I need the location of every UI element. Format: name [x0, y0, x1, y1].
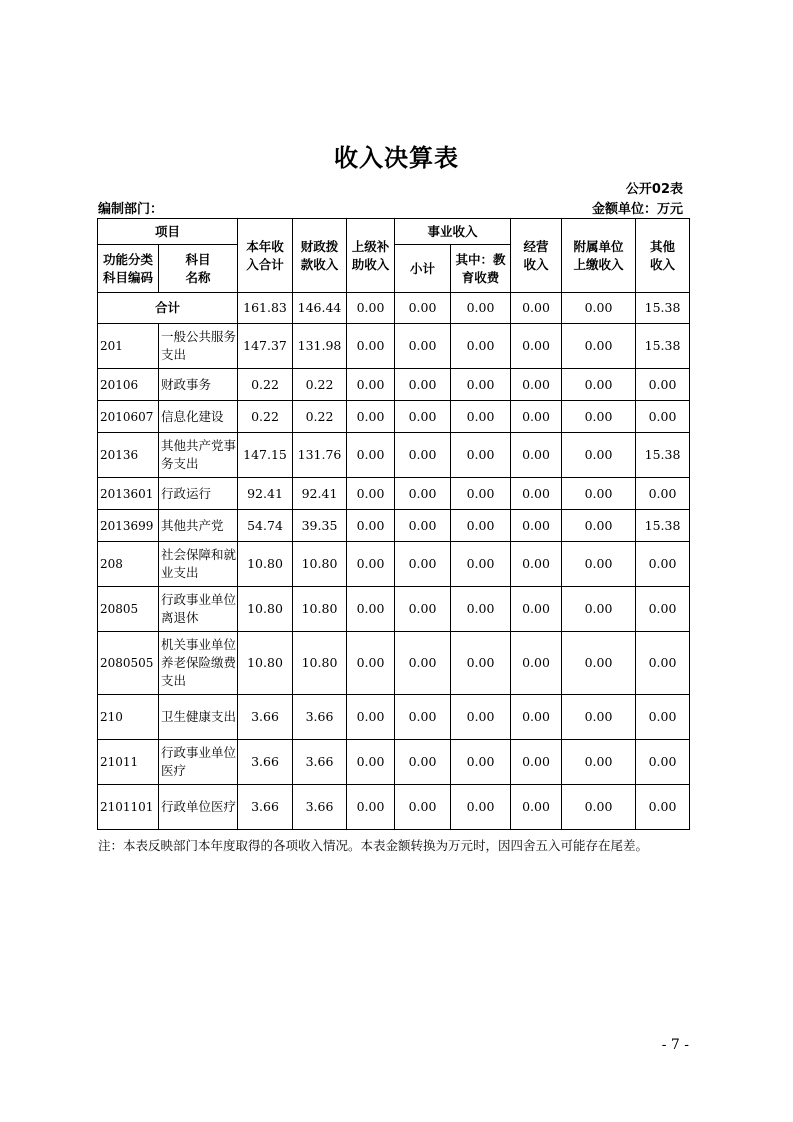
- table-row: [98, 510, 690, 542]
- row-value: 0.00: [562, 369, 636, 401]
- page-number: - 7 -: [661, 1037, 689, 1053]
- row-value: 0.00: [451, 740, 511, 785]
- row-value: 0.00: [451, 478, 511, 510]
- row-value: 0.22: [293, 401, 347, 433]
- row-value: 0.00: [636, 401, 690, 433]
- row-name: 行政事业单位医疗: [159, 740, 238, 785]
- row-value: 92.41: [293, 478, 347, 510]
- row-value: 0.00: [347, 369, 395, 401]
- row-value: 0.00: [511, 324, 562, 369]
- row-value: 10.80: [238, 632, 293, 695]
- row-value: 0.00: [562, 433, 636, 478]
- row-code: 208: [98, 542, 159, 587]
- row-value: 0.00: [395, 695, 451, 740]
- table-row: [98, 785, 690, 830]
- row-value: 0.00: [451, 324, 511, 369]
- row-name: 一般公共服务支出: [159, 324, 238, 369]
- header-func-code: 功能分类 科目编码: [98, 245, 159, 293]
- total-label: 合计: [98, 293, 238, 324]
- row-value: 0.00: [636, 542, 690, 587]
- row-name: 社会保障和就业支出: [159, 542, 238, 587]
- row-name: 其他共产党: [159, 510, 238, 542]
- table-body: [98, 293, 690, 830]
- row-value: 0.00: [636, 785, 690, 830]
- row-value: 0.00: [451, 401, 511, 433]
- row-value: 0.00: [347, 478, 395, 510]
- row-value: 0.00: [347, 587, 395, 632]
- header-affiliated: 附属单位 上缴收入: [562, 219, 636, 293]
- header-project: 项目: [98, 219, 238, 245]
- row-name: 其他共产党事务支出: [159, 433, 238, 478]
- row-value: 0.00: [347, 542, 395, 587]
- row-value: 0.00: [562, 587, 636, 632]
- row-value: 0.00: [511, 587, 562, 632]
- row-value: 0.00: [395, 785, 451, 830]
- row-code: 2101101: [98, 785, 159, 830]
- row-code: 2013699: [98, 510, 159, 542]
- table-row: [98, 369, 690, 401]
- table-row: [98, 695, 690, 740]
- row-value: 0.00: [636, 587, 690, 632]
- table-row: [98, 542, 690, 587]
- row-code: 2010607: [98, 401, 159, 433]
- row-value: 0.00: [395, 433, 451, 478]
- page-title: 收入决算表: [334, 144, 459, 172]
- row-value: 15.38: [636, 324, 690, 369]
- header-fiscal: 财政拨 款收入: [293, 219, 347, 293]
- row-name: 卫生健康支出: [159, 695, 238, 740]
- row-value: 3.66: [293, 785, 347, 830]
- row-code: 20106: [98, 369, 159, 401]
- row-value: 3.66: [238, 785, 293, 830]
- form-number: 公开02表: [625, 182, 683, 197]
- table-row: [98, 632, 690, 695]
- row-value: 3.66: [293, 695, 347, 740]
- table-note: 注：本表反映部门本年度取得的各项收入情况。本表金额转换为万元时，因四舍五入可能存在尾差。: [98, 838, 649, 853]
- row-value: 0.00: [451, 695, 511, 740]
- row-code: 2013601: [98, 478, 159, 510]
- row-value: 15.38: [636, 510, 690, 542]
- row-value: 0.00: [451, 510, 511, 542]
- row-code: 20136: [98, 433, 159, 478]
- row-value: 0.00: [395, 401, 451, 433]
- row-value: 0.00: [562, 510, 636, 542]
- row-value: 3.66: [238, 740, 293, 785]
- row-value: 0.00: [562, 542, 636, 587]
- row-value: 39.35: [293, 510, 347, 542]
- row-value: 0.00: [636, 369, 690, 401]
- row-value: 0.00: [347, 785, 395, 830]
- row-code: 210: [98, 695, 159, 740]
- row-value: 0.00: [347, 433, 395, 478]
- total-cell: 0.00: [395, 293, 451, 324]
- header-business: 事业收入: [395, 219, 511, 245]
- header-subtotal: 小计: [395, 245, 451, 293]
- row-value: 0.00: [347, 740, 395, 785]
- table-row: [98, 433, 690, 478]
- row-code: 20805: [98, 587, 159, 632]
- income-table: [97, 218, 690, 830]
- row-value: 0.00: [347, 324, 395, 369]
- row-value: 0.00: [562, 401, 636, 433]
- total-row: [98, 293, 690, 324]
- row-code: 201: [98, 324, 159, 369]
- row-value: 0.00: [395, 369, 451, 401]
- row-value: 10.80: [238, 587, 293, 632]
- row-value: 0.00: [395, 324, 451, 369]
- row-value: 92.41: [238, 478, 293, 510]
- row-value: 0.00: [511, 632, 562, 695]
- row-value: 3.66: [238, 695, 293, 740]
- row-value: 0.00: [347, 695, 395, 740]
- row-value: 15.38: [636, 433, 690, 478]
- table-row: [98, 740, 690, 785]
- unit-label: 金额单位：万元: [591, 202, 683, 217]
- total-cell: 0.00: [347, 293, 395, 324]
- row-value: 0.00: [395, 632, 451, 695]
- row-value: 0.00: [562, 478, 636, 510]
- header-education: 其中：教 育收费: [451, 245, 511, 293]
- row-value: 0.00: [511, 510, 562, 542]
- row-value: 0.00: [451, 785, 511, 830]
- header-superior: 上级补 助收入: [347, 219, 395, 293]
- row-value: 147.37: [238, 324, 293, 369]
- row-value: 0.00: [451, 542, 511, 587]
- row-value: 0.00: [562, 324, 636, 369]
- total-cell: 15.38: [636, 293, 690, 324]
- row-value: 10.80: [293, 632, 347, 695]
- row-value: 54.74: [238, 510, 293, 542]
- row-value: 10.80: [293, 587, 347, 632]
- row-name: 信息化建设: [159, 401, 238, 433]
- table-row: [98, 478, 690, 510]
- row-value: 0.00: [511, 740, 562, 785]
- row-value: 0.00: [636, 740, 690, 785]
- header-total-income: 本年收 入合计: [238, 219, 293, 293]
- total-cell: 0.00: [451, 293, 511, 324]
- row-value: 0.00: [511, 433, 562, 478]
- row-value: 0.00: [562, 740, 636, 785]
- total-cell: 0.00: [511, 293, 562, 324]
- row-value: 131.76: [293, 433, 347, 478]
- department-label: 编制部门：: [98, 202, 164, 217]
- row-value: 0.00: [347, 510, 395, 542]
- row-value: 0.00: [395, 587, 451, 632]
- row-value: 10.80: [293, 542, 347, 587]
- row-value: 0.00: [562, 632, 636, 695]
- row-value: 0.00: [451, 369, 511, 401]
- row-name: 机关事业单位养老保险缴费支出: [159, 632, 238, 695]
- row-name: 行政事业单位离退休: [159, 587, 238, 632]
- row-value: 0.00: [451, 587, 511, 632]
- row-value: 0.00: [511, 401, 562, 433]
- row-value: 10.80: [238, 542, 293, 587]
- row-value: 3.66: [293, 740, 347, 785]
- row-value: 0.22: [238, 401, 293, 433]
- row-value: 131.98: [293, 324, 347, 369]
- total-cell: 0.00: [562, 293, 636, 324]
- row-value: 0.00: [636, 632, 690, 695]
- row-value: 0.00: [511, 542, 562, 587]
- table-row: [98, 401, 690, 433]
- row-value: 0.00: [511, 478, 562, 510]
- table-row: [98, 324, 690, 369]
- row-value: 0.00: [562, 785, 636, 830]
- row-value: 0.00: [636, 478, 690, 510]
- row-value: 0.00: [451, 433, 511, 478]
- row-value: 0.00: [511, 369, 562, 401]
- header-other: 其他 收入: [636, 219, 690, 293]
- table-row: [98, 587, 690, 632]
- row-value: 0.00: [395, 542, 451, 587]
- row-value: 0.22: [238, 369, 293, 401]
- header-operating: 经营 收入: [511, 219, 562, 293]
- total-cell: 146.44: [293, 293, 347, 324]
- row-value: 0.00: [562, 695, 636, 740]
- row-value: 0.00: [395, 740, 451, 785]
- row-value: 0.00: [347, 401, 395, 433]
- row-value: 147.15: [238, 433, 293, 478]
- row-value: 0.00: [511, 695, 562, 740]
- row-value: 0.00: [395, 510, 451, 542]
- row-name: 行政运行: [159, 478, 238, 510]
- row-value: 0.22: [293, 369, 347, 401]
- row-name: 行政单位医疗: [159, 785, 238, 830]
- row-value: 0.00: [395, 478, 451, 510]
- row-value: 0.00: [511, 785, 562, 830]
- row-code: 2080505: [98, 632, 159, 695]
- row-code: 21011: [98, 740, 159, 785]
- total-cell: 161.83: [238, 293, 293, 324]
- header-subject-name: 科目 名称: [159, 245, 238, 293]
- row-name: 财政事务: [159, 369, 238, 401]
- row-value: 0.00: [636, 695, 690, 740]
- row-value: 0.00: [347, 632, 395, 695]
- row-value: 0.00: [451, 632, 511, 695]
